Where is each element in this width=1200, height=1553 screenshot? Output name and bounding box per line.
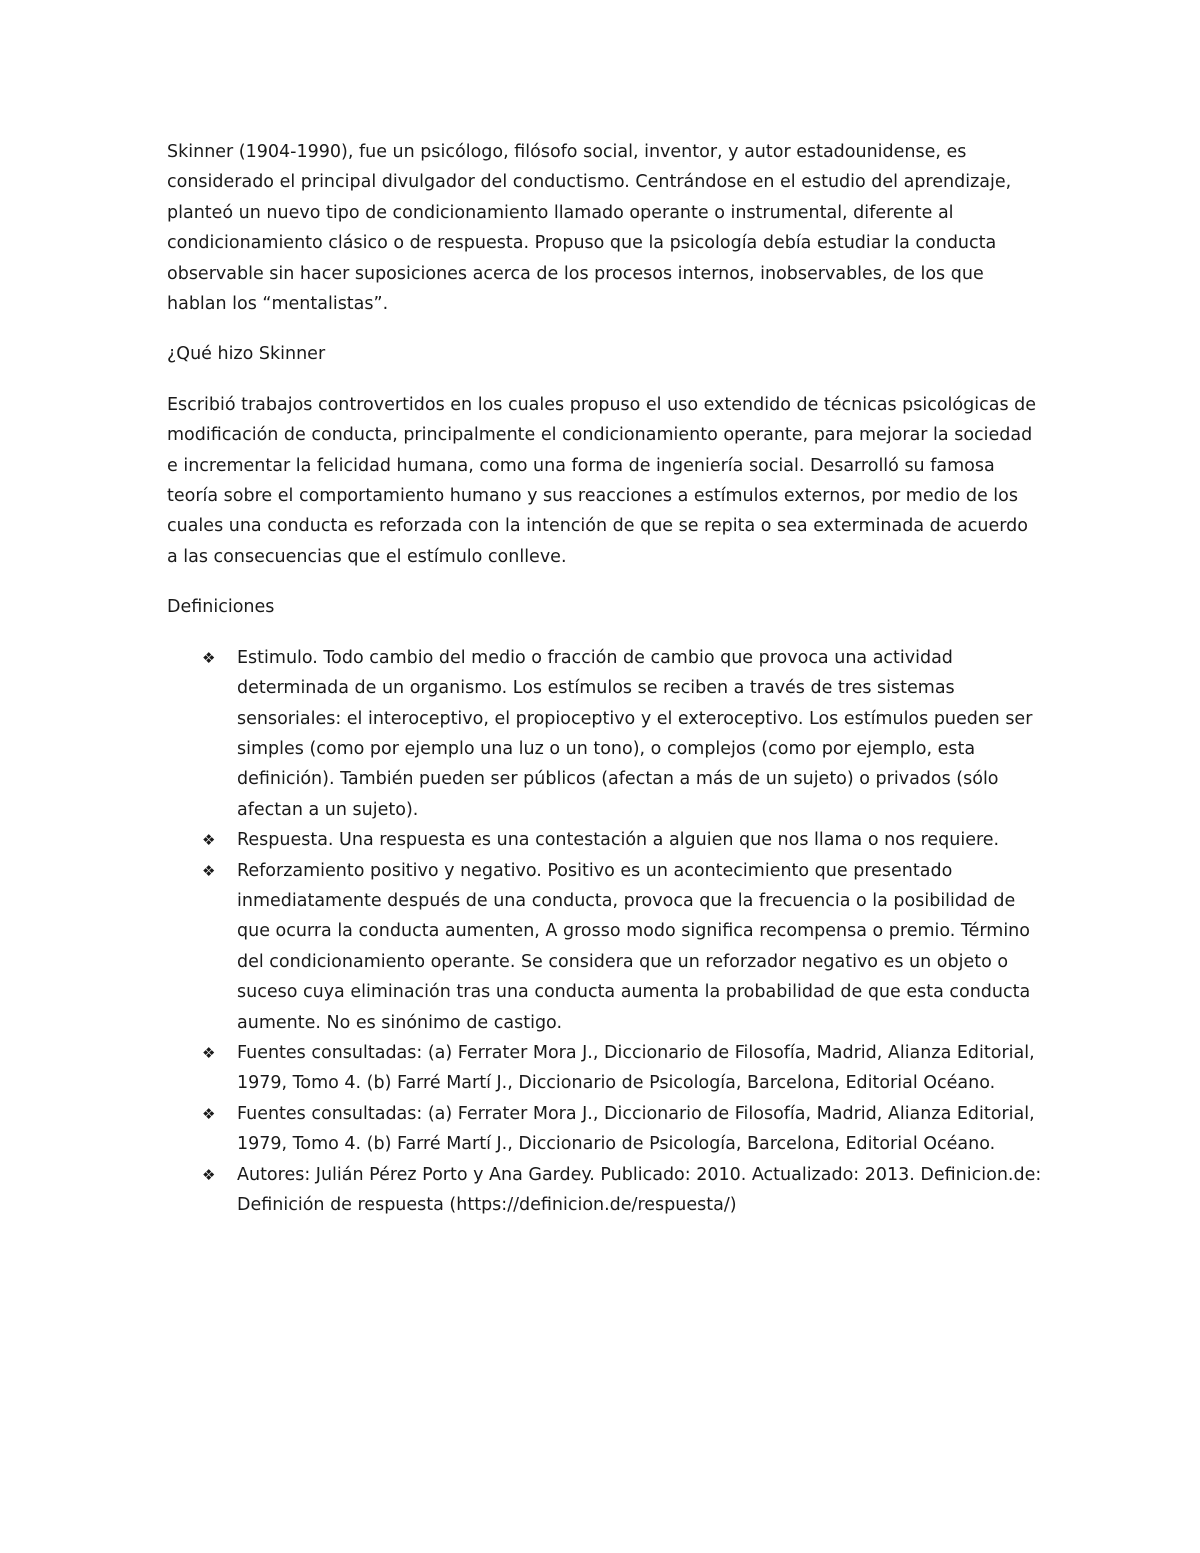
definition-text: Estimulo. Todo cambio del medio o fracción de cambio que provoca una actividad determinada de un organismo. Los estímulos se reciben a través de tres sistemas sensoriales: el interoceptivo, el propioceptivo y el exteroceptivo. Los estímulos pueden ser simples (como por ejemplo una luz o un tono), o complejos (como por ejemplo, esta definición). También pueden ser públicos (afectan a más de un sujeto) o privados (sólo afectan a un sujeto). xyxy=(237,647,1033,820)
diamond-bullet-icon: ❖ xyxy=(202,1043,216,1062)
intro-paragraph: Skinner (1904-1990), fue un psicólogo, filósofo social, inventor, y autor estadounidense, es considerado el principal divulgador del conductismo. Centrándose en el estudio del aprendizaje, planteó un nuevo tipo de condicionamiento llamado operante o instrumental, diferente al condicionamiento clásico o de respuesta. Propuso que la psicología debía estudiar la conducta observable sin hacer suposiciones acerca de los procesos internos, inobservables, de los que hablan los “mentalistas”. xyxy=(167,142,1012,315)
diamond-bullet-icon: ❖ xyxy=(202,831,216,850)
definitions-list xyxy=(167,643,1042,1221)
definition-text: Fuentes consultadas: (a) Ferrater Mora J., Diccionario de Filosofía, Madrid, Alianza Editorial, 1979, Tomo 4. (b) Farré Martí J., Diccionario de Psicología, Barcelona, Editorial Océano. xyxy=(237,1103,1035,1155)
section-heading-que-hizo: ¿Qué hizo Skinner xyxy=(167,344,326,365)
que-hizo-paragraph: Escribió trabajos controvertidos en los cuales propuso el uso extendido de técnicas psicológicas de modificación de conducta, principalmente el condicionamiento operante, para mejorar la sociedad e incrementar la felicidad humana, como una forma de ingeniería social. Desarrolló su famosa teoría sobre el comportamiento humano y sus reacciones a estímulos externos, por medio de los cuales una conducta es reforzada con la intención de que se repita o sea exterminada de acuerdo a las consecuencias que el estímulo conlleve. xyxy=(167,394,1036,567)
definition-text: Reforzamiento positivo y negativo. Positivo es un acontecimiento que presentado inmediatamente después de una conducta, provoca que la frecuencia o la posibilidad de que ocurra la conducta aumenten, A grosso modo significa recompensa o premio. Término del condicionamiento operante. Se considera que un reforzador negativo es un objeto o suceso cuya eliminación tras una conducta aumenta la probabilidad de que esta conducta aumente. No es sinónimo de castigo. xyxy=(237,860,1031,1033)
definition-item-estimulo xyxy=(167,643,1042,825)
section-heading-definiciones: Definiciones xyxy=(167,597,275,618)
diamond-bullet-icon: ❖ xyxy=(202,648,216,667)
definition-text: Respuesta. Una respuesta es una contestación a alguien que nos llama o nos requiere. xyxy=(237,830,1000,851)
definition-item-fuentes-1 xyxy=(167,1038,1042,1099)
diamond-bullet-icon: ❖ xyxy=(202,1104,216,1123)
definition-item-respuesta xyxy=(167,825,1042,855)
definition-text: Autores: Julián Pérez Porto y Ana Gardey. Publicado: 2010. Actualizado: 2013. Definicion.de: Definición de respuesta (https://definicion.de/respuesta/) xyxy=(237,1164,1042,1215)
diamond-bullet-icon: ❖ xyxy=(202,861,216,880)
definition-item-autores xyxy=(167,1160,1042,1221)
definition-item-reforzamiento xyxy=(167,856,1042,1038)
definition-text: Fuentes consultadas: (a) Ferrater Mora J., Diccionario de Filosofía, Madrid, Alianza Editorial, 1979, Tomo 4. (b) Farré Martí J., Diccionario de Psicología, Barcelona, Editorial Océano. xyxy=(237,1042,1035,1094)
diamond-bullet-icon: ❖ xyxy=(202,1165,216,1184)
document-page xyxy=(167,137,1042,1220)
definition-item-fuentes-2 xyxy=(167,1099,1042,1160)
